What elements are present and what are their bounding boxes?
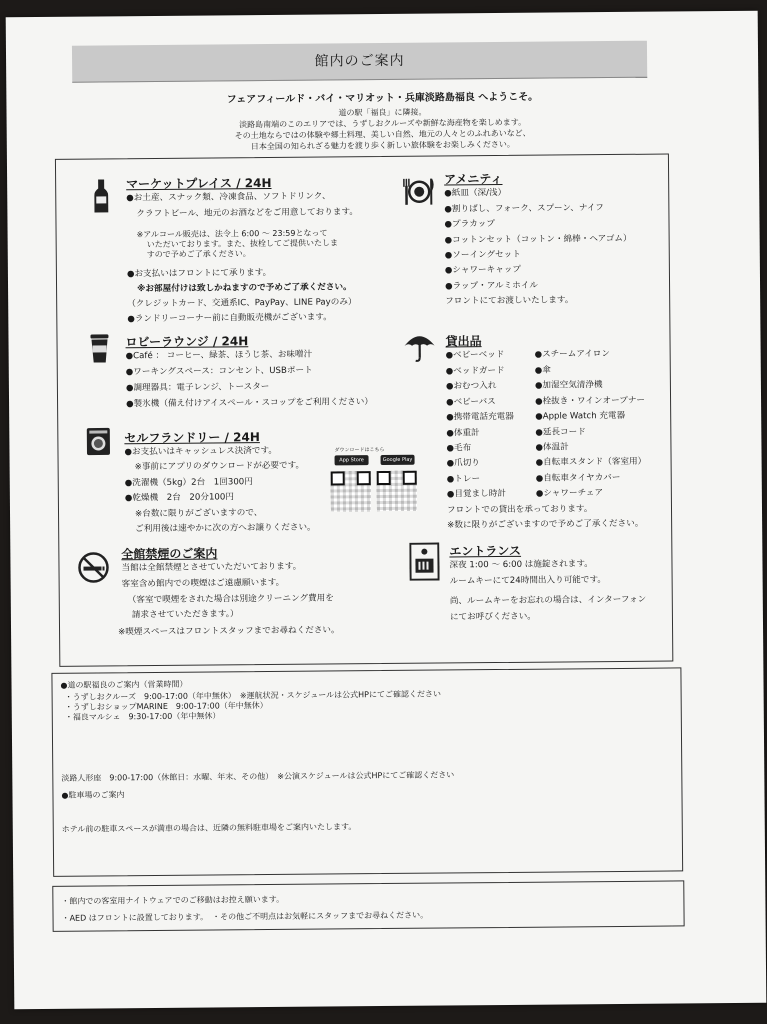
qr-code-android (377, 471, 417, 511)
station-info-box (51, 667, 683, 876)
amenity-item: ●コットンセット（コットン・綿棒・ヘアゴム） (444, 233, 632, 246)
facility-info-box (55, 154, 673, 667)
laundry-line: ●乾燥機 2台 20分100円 (124, 492, 234, 504)
laundry-heading: セルフランドリー / 24H (124, 430, 260, 446)
rental-item: ●ベビーベッド (445, 349, 505, 361)
nosmoking-line: ※喫煙スペースはフロントスタッフまでお尋ねください。 (118, 625, 340, 638)
keycard-door-icon (409, 543, 439, 581)
rental-note: フロントでの貸出を承っております。 (446, 504, 593, 516)
entrance-heading: エントランス (449, 543, 522, 559)
nosmoking-line: 客室含め館内での喫煙はご遠慮願います。 (121, 577, 285, 590)
rental-item: ●傘 (534, 365, 551, 376)
rental-item: ●体温計 (535, 442, 569, 453)
station-line: ・うずしおクルーズ 9:00-17:00（年中無休） ※運航状況・スケジュールは公式HPにてご確認ください (64, 689, 441, 702)
lobby-line: ●調理器具：電子レンジ、トースター (125, 382, 270, 394)
plate-cutlery-icon (402, 177, 436, 207)
laundry-line: ※台数に限りがございますので、 (134, 508, 263, 520)
laundry-line: ●洗濯機（5kg）2台 1回300円 (124, 477, 253, 489)
amenity-item: ●割りばし、フォーク、スプーン、ナイフ (444, 203, 604, 215)
nosmoking-line: 請求させていただきます。） (131, 609, 239, 621)
amenity-item: ●シャワーキャップ (444, 264, 522, 276)
rental-item: ●ベビーバス (446, 397, 496, 408)
lobby-heading: ロビーラウンジ / 24H (125, 334, 249, 350)
rental-note: ※数に限りがございますので予めご了承ください。 (447, 518, 644, 531)
intro-line: 日本全国の知られざる魅力を渡り歩く新しい旅体験をお楽しみください。 (250, 139, 515, 152)
rental-item: ●目覚まし時計 (446, 488, 506, 500)
entrance-line: ルームキーにて24時間出入り可能です。 (449, 575, 607, 587)
marketplace-line: いただいております。また、抜栓してご提供いたしま (146, 238, 339, 250)
note-line: ・AED はフロントに設置しております。 ・その他ご不明点はお気軽にスタッフまでお尋ねください。 (61, 910, 429, 923)
rental-item: ●毛布 (446, 443, 472, 454)
rental-item: ●爪切り (446, 458, 480, 469)
marketplace-line: ※お部屋付けは致しかねますので予めご了承ください。 (137, 282, 352, 295)
nosmoking-heading: 全館禁煙のご案内 (121, 546, 218, 562)
entrance-line: 尚、ルームキーをお忘れの場合は、インターフォン (449, 594, 647, 607)
note-line: ・館内での客室用ナイトウェアでのご移動はお控え願います。 (61, 894, 285, 906)
station-line: ●駐車場のご案内 (61, 790, 125, 800)
station-line: ●道の駅福良のご案内（営業時間） (60, 679, 188, 690)
guide-paper (6, 11, 767, 1010)
amenity-item: ●ラップ・アルミホイル (445, 280, 539, 292)
laundry-line: ※事前にアプリのダウンロードが必要です。 (134, 460, 305, 473)
rental-item: ●携帯電話充電器 (446, 411, 514, 423)
marketplace-heading: マーケットプレイス / 24H (126, 175, 272, 192)
marketplace-line: （クレジットカード、交通系IC、PayPay、LINE Payのみ） (127, 297, 357, 310)
laundry-line: ご利用後は速やかに次の方へお譲りください。 (135, 522, 316, 535)
notes-box (52, 880, 684, 932)
rental-item: ●栓抜き・ワインオープナー (535, 395, 646, 407)
rental-item: ●スチームアイロン (534, 349, 611, 360)
station-line: 淡路人形座 9:00-17:00（休館日：水曜、年末、その他） ※公演スケジュールは公式HPにてご確認ください (61, 770, 455, 783)
rental-item: ●延長コード (535, 427, 586, 438)
nosmoking-line: （客室で喫煙をされた場合は別途クリーニング費用を (127, 593, 334, 606)
amenity-heading: アメニティ (444, 171, 503, 187)
lobby-line: ●ワーキングスペース：コンセント、USBポート (125, 365, 313, 378)
station-line: ・福良マルシェ 9:30-17:00（年中無休） (64, 711, 221, 722)
laundry-line: ●お支払いはキャッシュレス決済です。 (124, 445, 278, 458)
rental-item: ●Apple Watch 充電器 (535, 410, 626, 422)
amenity-note: フロントにてお渡しいたします。 (445, 295, 574, 307)
bottle-icon (94, 179, 108, 213)
qr-code-ios (331, 471, 371, 511)
no-smoking-icon (77, 551, 109, 583)
rental-item: ●シャワーチェア (535, 488, 604, 499)
amenity-item: ●ソーイングセット (444, 249, 521, 261)
appstore-badge: App Store (335, 455, 369, 465)
station-line: ・うずしおショップMARINE 9:00-17:00（年中無休） (64, 701, 268, 712)
washing-machine-icon (86, 427, 110, 455)
marketplace-line: ●お土産、スナック類、冷凍食品、ソフトドリンク、 (126, 191, 331, 204)
nosmoking-line: 当館は全館禁煙とさせていただいております。 (121, 561, 302, 574)
marketplace-line: ※アルコール販売は、法令上 6:00 ～ 23:59となって (136, 228, 328, 240)
rental-item: ●ベッドガード (445, 365, 505, 377)
marketplace-line: すので予めご了承ください。 (146, 249, 251, 260)
entrance-line: にてお呼びください。 (449, 611, 536, 623)
rental-item: ●自転車タイヤカバー (535, 472, 621, 484)
rental-item: ●体重計 (446, 428, 480, 439)
station-line: ホテル前の駐車スペースが満車の場合は、近隣の無料駐車場をご案内いたします。 (61, 822, 357, 834)
coffee-cup-icon (89, 333, 109, 363)
welcome-text: フェアフィールド・バイ・マリオット・兵庫淡路島福良 へようこそ。 (226, 91, 539, 106)
lobby-line: ●Café ： コーヒー、緑茶、ほうじ茶、お味噌汁 (125, 349, 313, 362)
amenity-item: ●プラカップ (444, 219, 495, 230)
googleplay-badge: Google Play (381, 455, 415, 465)
marketplace-line: クラフトビール、地元のお酒などをご用意しております。 (136, 207, 358, 220)
intro-line: 淡路島南端のこのエリアでは、うずしおクルーズや新鮮な海産物を楽しめます。 (239, 117, 527, 130)
marketplace-line: ●お支払いはフロントにて承ります。 (126, 267, 272, 280)
intro-line: その土地ならではの体験や郷土料理、美しい自然、地元の人々とのふれあいなど、 (234, 128, 531, 141)
rental-item: ●自転車スタンド（客室用） (535, 456, 647, 468)
amenity-item: ●紙皿（深/浅） (444, 187, 507, 199)
umbrella-icon (403, 333, 435, 363)
rental-heading: 貸出品 (445, 334, 482, 349)
rental-item: ●トレー (446, 474, 481, 485)
page-title: 館内のご案内 (72, 41, 647, 83)
marketplace-line: ●ランドリーコーナー前に自動販売機がございます。 (127, 312, 332, 325)
lobby-line: ●製氷機（備え付けアイスペール・スコップをご利用ください） (126, 397, 374, 410)
rental-item: ●おむつ入れ (445, 381, 497, 392)
download-label: ダウンロードはこちら (334, 447, 385, 454)
entrance-line: 深夜 1:00 ～ 6:00 は施錠されます。 (449, 559, 593, 571)
intro-line: 道の駅「福良」に隣接。 (338, 107, 427, 118)
rental-item: ●加湿空気清浄機 (534, 380, 603, 391)
